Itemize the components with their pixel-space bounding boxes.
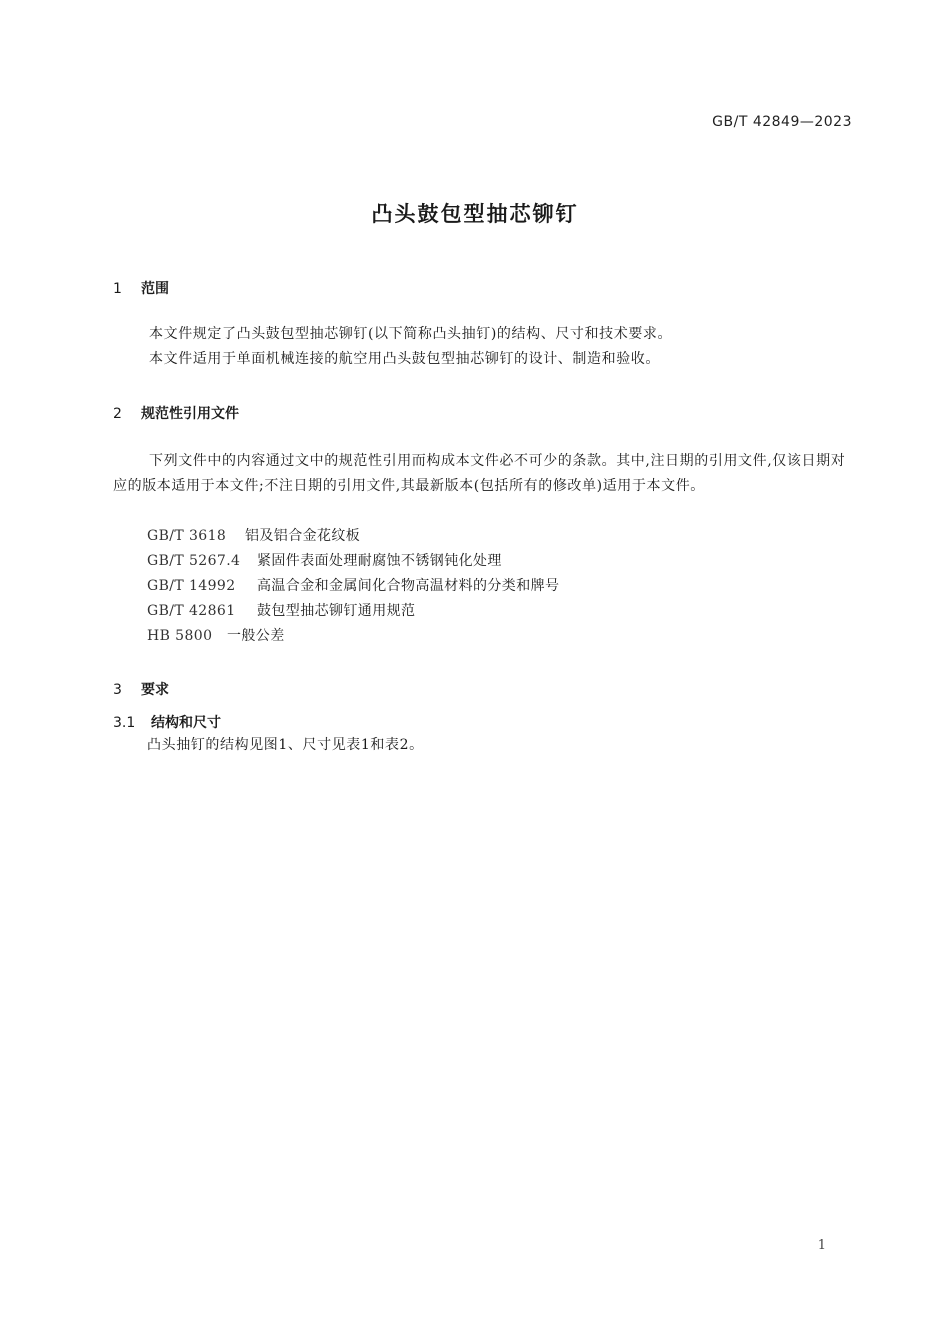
reference-item [147,574,559,599]
paragraph: 凸头抽钉的结构见图1、尺寸见表1和表2。 [147,737,424,753]
section-title: 规范性引用文件 [141,406,239,422]
section-2-intro [113,449,851,499]
reference-title: 鼓包型抽芯铆钉通用规范 [257,603,416,619]
subsection-title: 结构和尺寸 [151,715,221,731]
paragraph: 下列文件中的内容通过文中的规范性引用而构成本文件必不可少的条款。其中,注日期的引用文件,仅该日期对应的版本适用于本文件;不注日期的引用文件,其最新版本(包括所有的修改单)适用于本文件。 [113,453,846,494]
section-title: 范围 [141,281,169,297]
section-3-heading [113,679,169,699]
reference-code: GB/T 3618 [147,528,227,544]
subsection-number: 3.1 [113,715,136,731]
reference-title: 铝及铝合金花纹板 [245,528,361,544]
section-1-body [113,322,851,372]
reference-item [147,549,559,574]
document-title: 凸头鼓包型抽芯铆钉 [371,202,579,226]
section-number: 3 [113,682,122,698]
section-1-heading [113,278,169,298]
section-number: 1 [113,281,122,297]
section-2-heading [113,403,239,423]
paragraph: 本文件适用于单面机械连接的航空用凸头鼓包型抽芯铆钉的设计、制造和验收。 [149,351,660,367]
reference-title: 一般公差 [227,628,285,644]
reference-item [147,524,559,549]
reference-title: 高温合金和金属间化合物高温材料的分类和牌号 [257,578,560,594]
reference-code: GB/T 14992 [147,578,236,594]
reference-title: 紧固件表面处理耐腐蚀不锈钢钝化处理 [257,553,502,569]
reference-item [147,624,559,649]
page-number: 1 [817,1238,826,1253]
reference-code: HB 5800 [147,628,213,644]
subsection-3-1-heading [113,712,221,732]
reference-code: GB/T 42861 [147,603,236,619]
section-number: 2 [113,406,122,422]
paragraph: 本文件规定了凸头鼓包型抽芯铆钉(以下简称凸头抽钉)的结构、尺寸和技术要求。 [149,326,673,342]
subsection-3-1-body [147,733,847,758]
section-title: 要求 [141,682,169,698]
standard-code: GB/T 42849—2023 [712,114,852,130]
reference-item [147,599,559,624]
reference-code: GB/T 5267.4 [147,553,241,569]
reference-list [147,524,559,649]
